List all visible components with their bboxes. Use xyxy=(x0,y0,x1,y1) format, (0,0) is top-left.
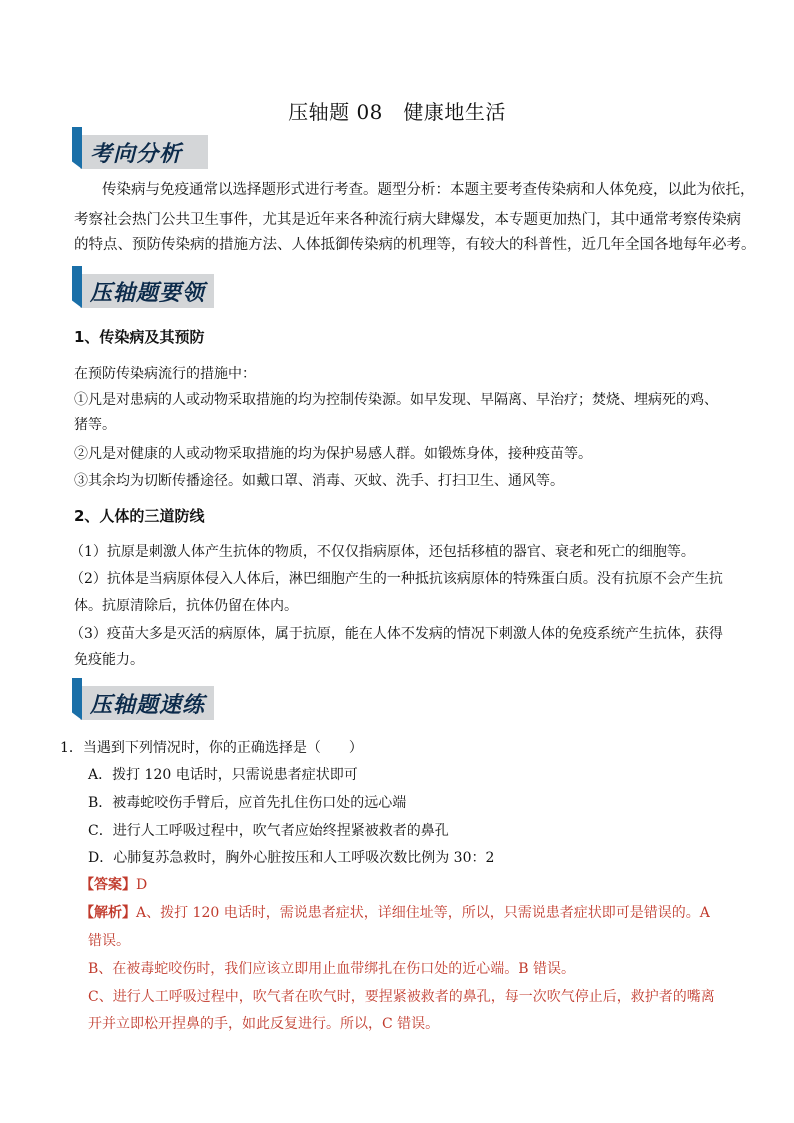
banner-label: 压轴题要领 xyxy=(90,281,206,306)
topic-line: ①凡是对患病的人或动物采取措施的均为控制传染源。如早发现、早隔离、早治疗；焚烧、埋病死的鸡、 xyxy=(74,392,718,408)
topic-line: ②凡是对健康的人或动物采取措施的均为保护易感人群。如锻炼身体，接种疫苗等。 xyxy=(74,446,592,462)
question-option: D．心肺复苏急救时，胸外心脏按压和人工呼吸次数比例为 30：2 xyxy=(88,850,495,866)
question-option: A．拨打 120 电话时，只需说患者症状即可 xyxy=(88,767,358,783)
analysis-line: 考察社会热门公共卫生事件，尤其是近年来各种流行病大肆爆发，本专题更加热门，其中通常考察传染病 xyxy=(74,212,741,228)
topic-line: （3）疫苗大多是灭活的病原体，属于抗原，能在人体不发病的情况下刺激人体的免疫系统产生抗体，获得 xyxy=(70,626,723,642)
answer-tag: 【答案】 xyxy=(80,877,136,893)
section-banner-practice xyxy=(72,678,214,720)
topic-line: 在预防传染病流行的措施中： xyxy=(74,366,256,382)
analysis-text: 错误。 xyxy=(88,933,130,949)
question-stem: 1．当遇到下列情况时，你的正确选择是（ ） xyxy=(60,740,363,756)
analysis-text: B、在被毒蛇咬伤时，我们应该立即用止血带绑扎在伤口处的近心端。B 错误。 xyxy=(88,961,576,977)
section-banner-keypoints xyxy=(72,266,214,308)
topic-line: （1）抗原是刺激人体产生抗体的物质，不仅仅指病原体，还包括移植的器官、衰老和死亡的细胞等。 xyxy=(70,544,695,560)
analysis-line: 传染病与免疫通常以选择题形式进行考查。题型分析：本题主要考查传染病和人体免疫，以此为依托， xyxy=(102,182,755,198)
topic-heading: 1、传染病及其预防 xyxy=(74,328,205,346)
banner-label: 考向分析 xyxy=(90,142,183,167)
topic-line: 猪等。 xyxy=(74,417,116,433)
analysis-text: 开并立即松开捏鼻的手，如此反复进行。所以，C 错误。 xyxy=(88,1016,440,1032)
topic-line: （2）抗体是当病原体侵入人体后，淋巴细胞产生的一种抵抗该病原体的特殊蛋白质。没有抗原不会产生抗 xyxy=(70,571,723,587)
question-option: B．被毒蛇咬伤手臂后，应首先扎住伤口处的远心端 xyxy=(88,795,407,811)
answer-value: D xyxy=(136,877,148,893)
analysis-line: 的特点、预防传染病的措施方法、人体抵御传染病的机理等，有较大的科普性，近几年全国各地每年必考。 xyxy=(74,237,756,253)
topic-line: ③其余均为切断传播途径。如戴口罩、消毒、灭蚊、洗手、打扫卫生、通风等。 xyxy=(74,473,564,489)
analysis-first-line xyxy=(80,902,710,922)
answer-line xyxy=(80,874,147,894)
section-banner-analysis xyxy=(72,127,208,169)
analysis-text: C、进行人工呼吸过程中，吹气者在吹气时，要捏紧被救者的鼻孔，每一次吹气停止后，救护者的嘴离 xyxy=(88,989,715,1005)
analysis-tag: 【解析】 xyxy=(80,905,136,921)
topic-line: 免疫能力。 xyxy=(74,652,144,668)
topic-line: 体。抗原清除后，抗体仍留在体内。 xyxy=(74,598,298,614)
analysis-text: A、拨打 120 电话时，需说患者症状，详细住址等，所以，只需说患者症状即可是错误的。A xyxy=(136,905,710,921)
topic-heading: 2、人体的三道防线 xyxy=(74,507,205,525)
page-title: 压轴题 08 健康地生活 xyxy=(288,100,506,124)
banner-label: 压轴题速练 xyxy=(90,693,206,718)
question-option: C．进行人工呼吸过程中，吹气者应始终捏紧被救者的鼻孔 xyxy=(88,823,449,839)
